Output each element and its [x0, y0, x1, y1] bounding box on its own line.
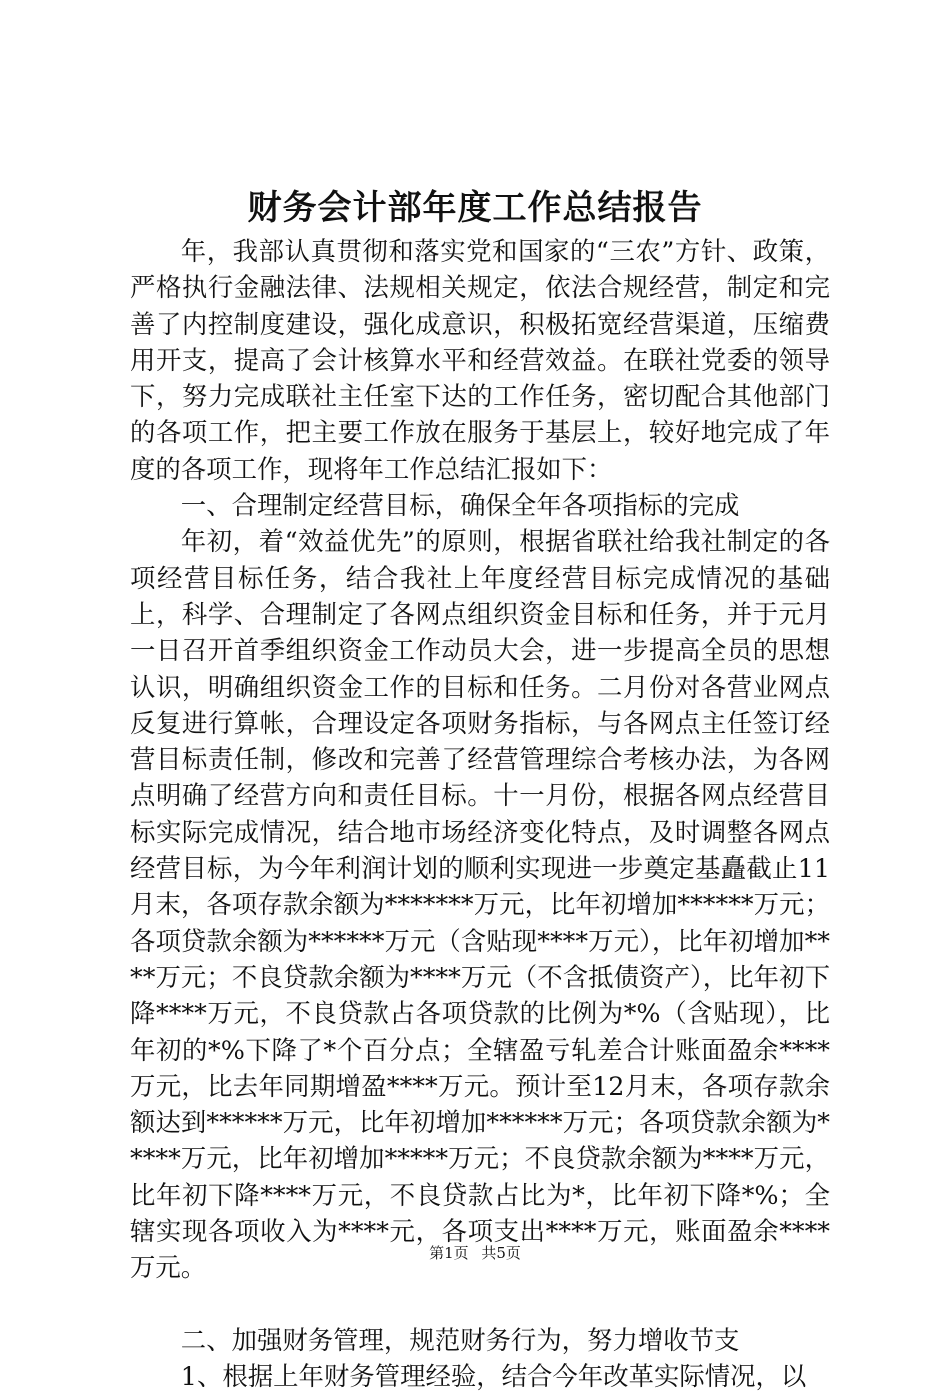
page-footer — [0, 1243, 950, 1263]
section-2-paragraph: 1、根据上年财务管理经验，结合今年改革实际情况，以 — [180, 1360, 807, 1391]
page-number: 第1页 — [429, 1244, 469, 1262]
document-title: 财务会计部年度工作总结报告 — [247, 188, 703, 228]
section-heading-1: 一、合理制定经营目标，确保全年各项指标的完成 — [180, 490, 740, 521]
page-total: 共5页 — [481, 1244, 521, 1262]
section-1-paragraph: 年初，着“效益优先”的原则，根据省联社给我社制定的各项经营目标任务，结合我社上年度经营目标完成情况的基础上，科学、合理制定了各网点组织资金目标和任务，并于元月一日召开首季组织资金工作动员大会，进一步提高全员的思想认识，明确组织资金工作的目标和任务。二月份对各营业网点反复进行算帐，合理设定各项财务指标，与各网点主任签订经营目标责任制，修改和完善了经营管理综合考核办法，为各网点明确了经营方向和责任目标。十一月份，根据各网点经营目标实际完成情况，结合地市场经济变化特点，及时调整各网点经营目标，为今年利润计划的顺利实现进一步奠定基矗截止11月末，各项存款余额为*******万元，比年初增加******万元；各项贷款余额为******万元（含贴现****万元），比年初增加****万元；不良贷款余额为****万元（不含抵债资产），比年初下降****万元，不良贷款占各项贷款的比例为*%（含贴现），比年初的*%下降了*个百分点；全辖盈亏轧差合计账面盈余****万元，比去年同期增盈****万元。预计至12月末，各项存款余额达到******万元，比年初增加******万元；各项贷款余额为*****万元，比年初增加*****万元；不良贷款余额为****万元，比年初下降****万元，不良贷款占比为*，比年初下降*%；全辖实现各项收入为****元，各项支出****万元，账面盈余****万元。 — [130, 526, 830, 1283]
section-heading-2: 二、加强财务管理，规范财务行为，努力增收节支 — [180, 1324, 740, 1355]
document-body — [130, 233, 830, 1394]
paragraph-gap — [130, 1286, 830, 1322]
intro-paragraph: 年，我部认真贯彻和落实党和国家的“三农”方针、政策，严格执行金融法律、法规相关规定，依法合规经营，制定和完善了内控制度建设，强化成意识，积极拓宽经营渠道，压缩费用开支，提高了会计核算水平和经营效益。在联社党委的领导下，努力完成联社主任室下达的工作任务，密切配合其他部门的各项工作，把主要工作放在服务于基层上，较好地完成了年度的各项工作，现将年工作总结汇报如下： — [130, 236, 830, 484]
